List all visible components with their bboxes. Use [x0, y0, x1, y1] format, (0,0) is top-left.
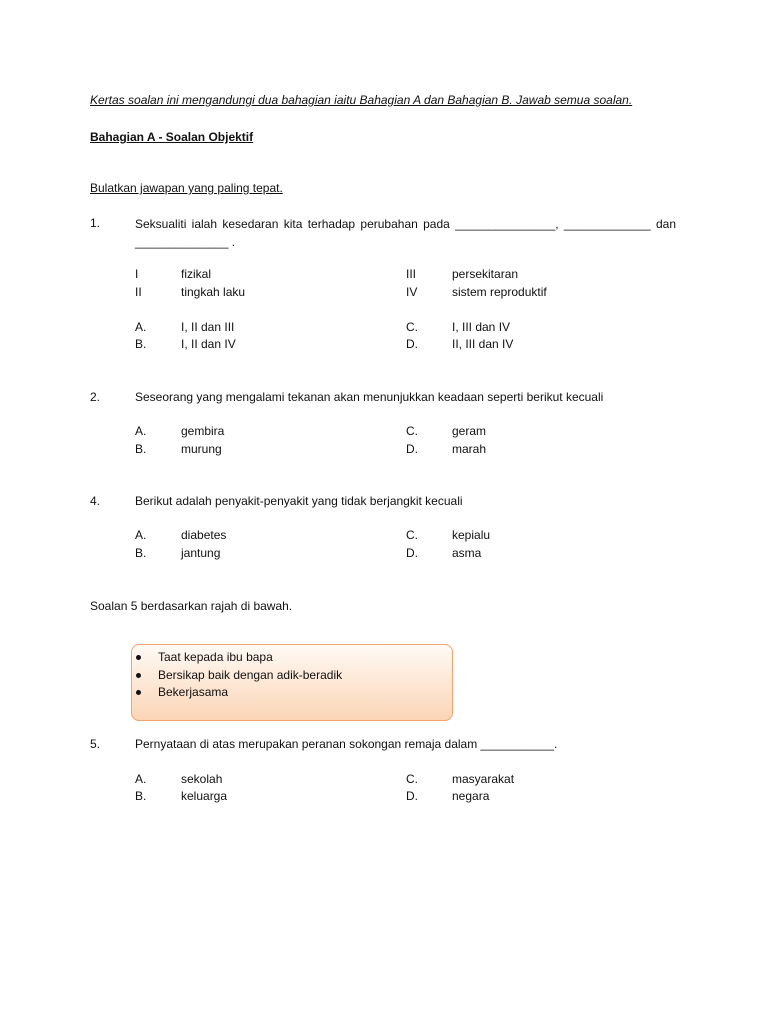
- option-text: I, II dan III: [181, 320, 235, 334]
- option-text: murung: [181, 442, 222, 456]
- option-label: C.: [406, 772, 418, 786]
- statement-text: tingkah laku: [181, 285, 246, 299]
- option-label: A.: [135, 528, 147, 542]
- option-label: B.: [135, 546, 147, 560]
- statement-label: IV: [406, 285, 418, 299]
- option-text: marah: [452, 442, 487, 456]
- list-item: [132, 649, 432, 666]
- option-text: sekolah: [181, 772, 223, 786]
- question-text: Pernyataan di atas merupakan peranan sokongan remaja dalam ___________.: [135, 737, 558, 751]
- question-5: [0, 736, 768, 816]
- question-number: 5.: [90, 737, 101, 751]
- statement-text: fizikal: [181, 267, 212, 281]
- option-text: masyarakat: [452, 772, 515, 786]
- option-label: C.: [406, 424, 418, 438]
- option-label: C.: [406, 320, 418, 334]
- option-label: D.: [406, 546, 418, 560]
- intro-text: Kertas soalan ini mengandungi dua bahagian iaitu Bahagian A dan Bahagian B. Jawab semua soalan.: [90, 93, 633, 107]
- statement-text: persekitaran: [452, 267, 519, 281]
- list-item: [132, 667, 432, 684]
- question-number: 2.: [90, 390, 101, 404]
- option-text: keluarga: [181, 789, 228, 803]
- question-4: [0, 493, 768, 573]
- list-item-text: Taat kepada ibu bapa: [158, 650, 273, 664]
- option-label: B.: [135, 789, 147, 803]
- option-text: diabetes: [181, 528, 227, 542]
- question-text: Seseorang yang mengalami tekanan akan menunjukkan keadaan seperti berikut kecuali: [135, 390, 604, 404]
- section-title: Bahagian A - Soalan Objektif: [90, 130, 254, 144]
- statement-label: II: [135, 285, 142, 299]
- option-label: C.: [406, 528, 418, 542]
- option-text: jantung: [181, 546, 221, 560]
- list-item-text: Bersikap baik dengan adik-beradik: [158, 668, 343, 682]
- question-text: Seksualiti ialah kesedaran kita terhadap perubahan pada _______________, _____________ dan ______________ .: [135, 217, 676, 249]
- option-label: D.: [406, 789, 418, 803]
- question-number: 1.: [90, 216, 101, 230]
- option-text: I, III dan IV: [452, 320, 511, 334]
- bullet-icon: [136, 673, 141, 678]
- question-text: Berikut adalah penyakit-penyakit yang tidak berjangkit kecuali: [135, 494, 463, 508]
- option-text: II, III dan IV: [452, 337, 514, 351]
- figure-caption: Soalan 5 berdasarkan rajah di bawah.: [90, 599, 293, 613]
- instruction-text: Bulatkan jawapan yang paling tepat.: [90, 181, 283, 195]
- question-2: [0, 389, 768, 469]
- option-label: A.: [135, 320, 147, 334]
- statement-text: sistem reproduktif: [452, 285, 547, 299]
- list-item: [132, 684, 432, 701]
- option-label: D.: [406, 442, 418, 456]
- option-label: A.: [135, 772, 147, 786]
- statement-label: III: [406, 267, 417, 281]
- list-item-text: Bekerjasama: [158, 685, 229, 699]
- option-text: gembira: [181, 424, 225, 438]
- option-text: kepialu: [452, 528, 491, 542]
- option-text: geram: [452, 424, 487, 438]
- bullet-icon: [136, 690, 141, 695]
- question-number: 4.: [90, 494, 101, 508]
- option-label: D.: [406, 337, 418, 351]
- statement-label: I: [135, 267, 139, 281]
- option-text: I, II dan IV: [181, 337, 236, 351]
- question-1: [0, 215, 768, 351]
- option-label: A.: [135, 424, 147, 438]
- option-label: B.: [135, 442, 147, 456]
- option-text: negara: [452, 789, 490, 803]
- option-text: asma: [452, 546, 482, 560]
- bullet-icon: [136, 655, 141, 660]
- figure-box: [131, 644, 453, 721]
- option-label: B.: [135, 337, 147, 351]
